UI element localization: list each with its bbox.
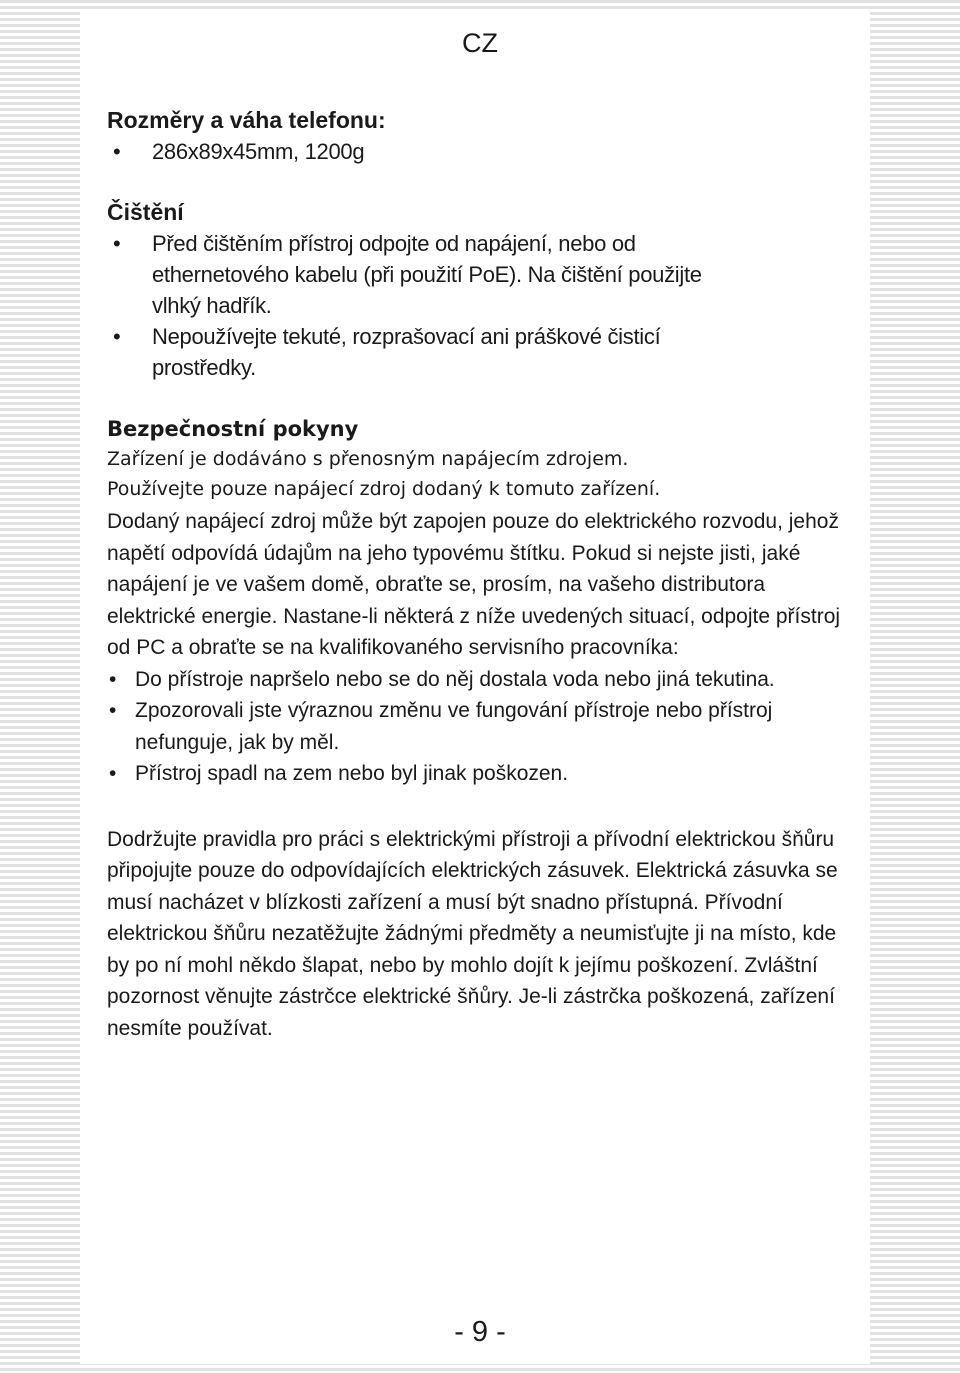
cleaning-section: [107, 196, 867, 383]
language-label: CZ: [462, 28, 498, 58]
safety-list: [107, 664, 847, 790]
dimensions-list: [107, 136, 867, 167]
list-item: • Do přístroje napršelo nebo se do něj dostala voda nebo jiná tekutina.: [107, 664, 847, 696]
page-number: - 9 -: [454, 1316, 506, 1348]
dimensions-section: [107, 104, 867, 167]
dimensions-heading: Rozměry a váha telefonu:: [107, 107, 386, 133]
list-item: • Nepoužívejte tekuté, rozprašovací ani práškové čisticí prostředky.: [107, 321, 747, 383]
list-item: • Před čištěním přístroj odpojte od napájení, nebo od ethernetového kabelu (při použití PoE). Na čištění použijte vlhký hadřík.: [107, 228, 747, 321]
safety-line-2: Používejte pouze napájecí zdroj dodaný k tomuto zařízení.: [107, 478, 661, 500]
document-content: [107, 104, 867, 1044]
safety-paragraph: Dodaný napájecí zdroj může být zapojen pouze do elektrického rozvodu, jehož napětí odpovídá údajům na jeho typovému štítku. Pokud si nejste jisti, jaké napájení je ve vašem domě, obraťte se, prosím, na vašeho distributora elektrické energie. Nastane-li některá z níže uvedených situací, odpojte přístroj od PC a obraťte se na kvalifikovaného servisního pracovníka:: [107, 510, 841, 659]
list-item: • Zpozorovali jste výraznou změnu ve fungování přístroje nebo přístroj nefunguje, jak by měl.: [107, 695, 847, 758]
list-item: • Přístroj spadl na zem nebo byl jinak poškozen.: [107, 758, 847, 790]
safety-section: [107, 414, 867, 790]
safety-heading: Bezpečnostní pokyny: [107, 417, 359, 441]
cleaning-heading: Čištění: [107, 199, 184, 225]
rules-paragraph: Dodržujte pravidla pro práci s elektrickými přístroji a přívodní elektrickou šňůru připojujte pouze do odpovídajících elektrických zásuvek. Elektrická zásuvka se musí nacházet v blízkosti zařízení a musí být snadno přístupná. Přívodní elektrickou šňůru nezatěžujte žádnými předměty a neumisťujte ji na místo, kde by po ní mohl někdo šlapat, nebo by mohlo dojít k jejímu poškození. Zvláštní pozornost věnujte zástrčce elektrické šňůry. Je-li zástrčka poškozená, zařízení nesmíte používat.: [107, 827, 838, 1040]
safety-line-1: Zařízení je dodáváno s přenosným napájecím zdrojem.: [107, 448, 629, 470]
list-item: • 286x89x45mm, 1200g: [107, 136, 867, 167]
rules-section: [107, 824, 867, 1045]
cleaning-list: [107, 228, 747, 383]
